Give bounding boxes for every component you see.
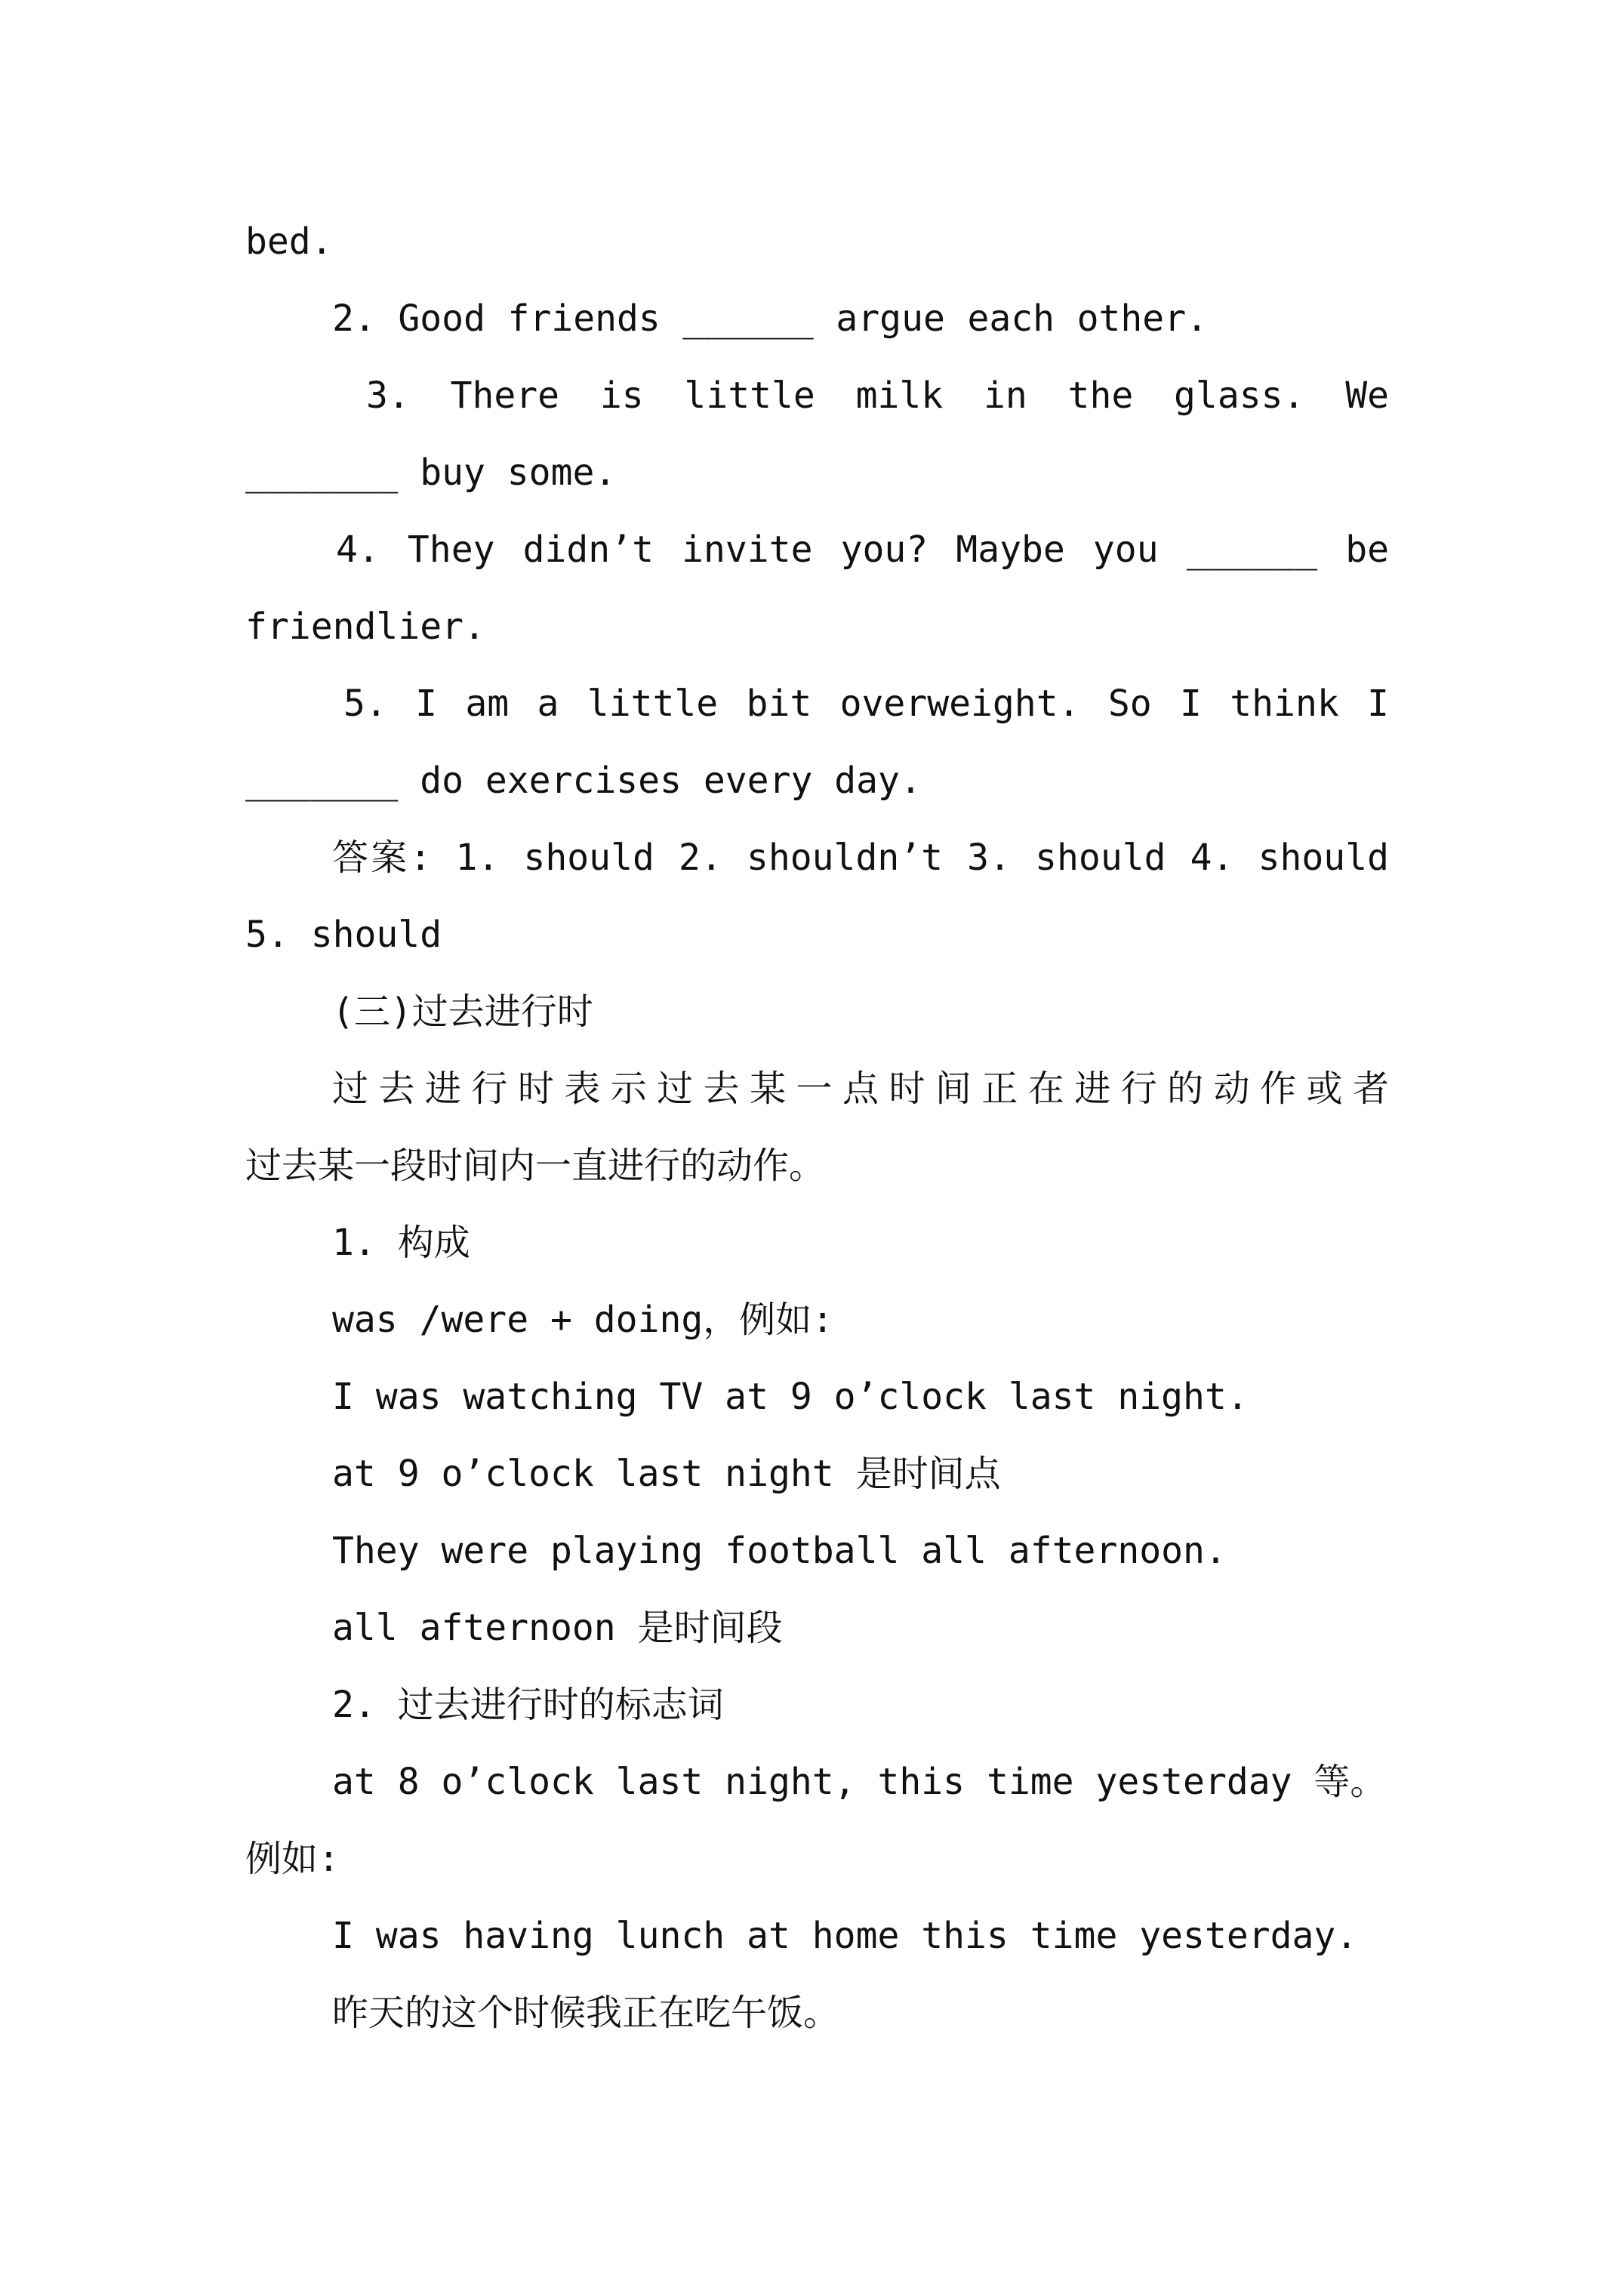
text-line: 例如: <box>245 1838 340 1880</box>
translation-line: 昨天的这个时候我正在吃午饭。 <box>332 1992 840 2034</box>
text-line: was /were + doing，例如: <box>332 1299 834 1341</box>
answer-line: 答案: 1. should 2. shouldn’t 3. should 4. should <box>332 837 1389 879</box>
text-line: 5. should <box>245 914 442 956</box>
paragraph-line: 过去某一段时间内一直进行的动作。 <box>245 1145 826 1187</box>
text-line: _______ do exercises every day. <box>245 760 922 802</box>
example-sentence: I was watching TV at 9 o’clock last night. <box>332 1376 1249 1418</box>
text-line: all afternoon 是时间段 <box>332 1607 783 1649</box>
example-sentence: I was having lunch at home this time yesterday. <box>332 1915 1358 1957</box>
exercise-4: 4. They didn’t invite you? Maybe you ______ be <box>336 529 1389 571</box>
exercise-2: 2. Good friends ______ argue each other. <box>332 297 1208 340</box>
text-line: _______ buy some. <box>245 451 617 494</box>
exercise-3: 3. There is little milk in the glass. We <box>366 374 1389 417</box>
exercise-5: 5. I am a little bit overweight. So I think I <box>343 683 1389 725</box>
text-line: at 8 o’clock last night, this time yesterday 等。 <box>332 1761 1387 1803</box>
section-heading: (三)过去进行时 <box>332 991 593 1033</box>
text-line: bed. <box>245 220 333 263</box>
paragraph-line: 过去进行时表示过去某一点时间正在进行的动作或者 <box>332 1068 1389 1110</box>
subheading: 1. 构成 <box>332 1222 470 1264</box>
example-sentence: They were playing football all afternoon. <box>332 1530 1227 1572</box>
text-line: friendlier. <box>245 606 485 648</box>
subheading: 2. 过去进行时的标志词 <box>332 1684 724 1726</box>
text-line: at 9 o’clock last night 是时间点 <box>332 1453 1001 1495</box>
